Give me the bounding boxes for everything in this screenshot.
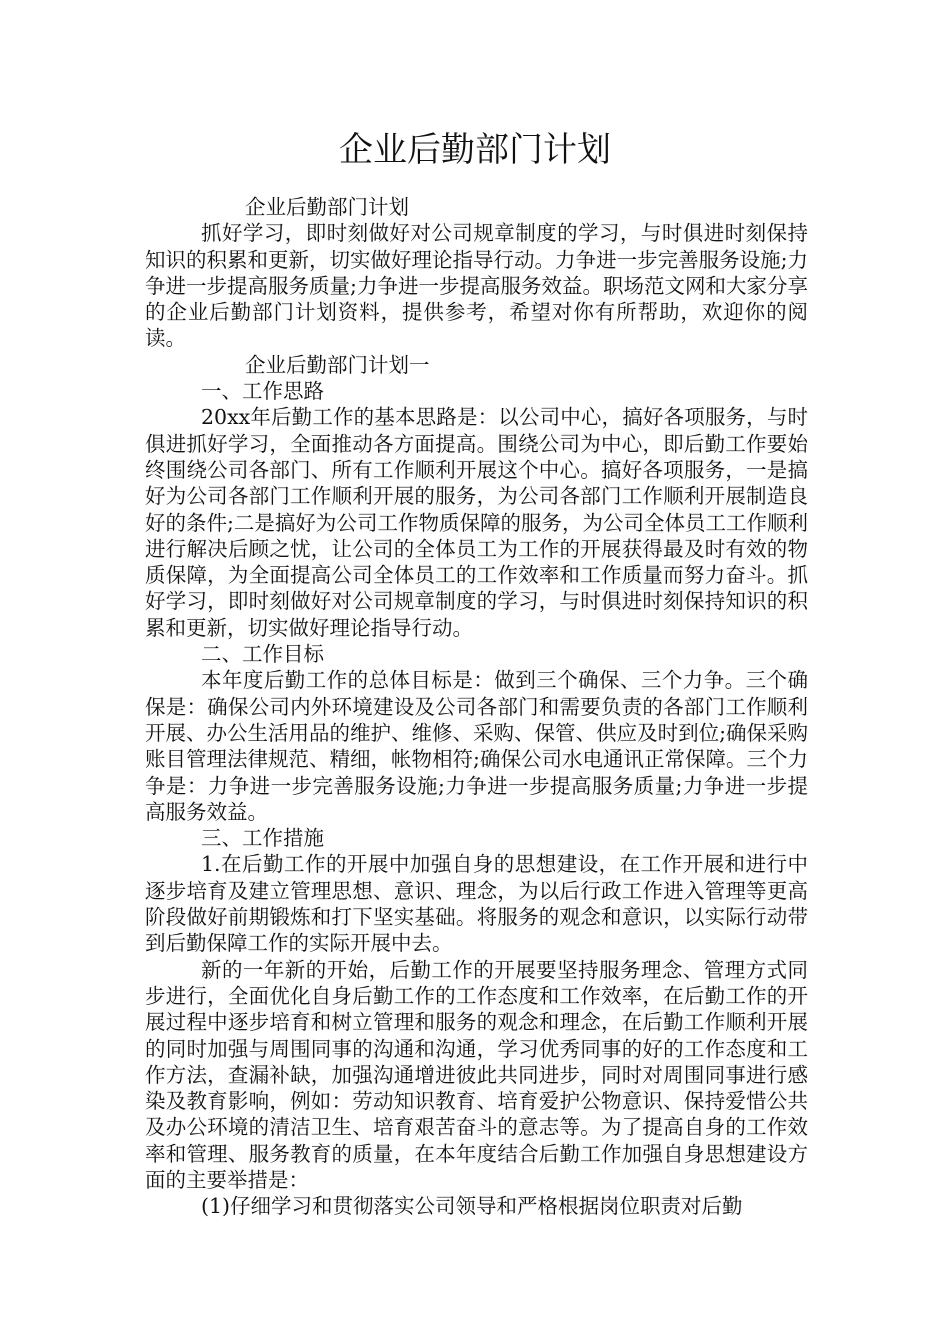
measures-paragraph-2: 新的一年新的开始，后勤工作的开展要坚持服务理念、管理方式同步进行，全面优化自身后勤工作的工作态度和工作效率，在后勤工作的开展过程中逐步培育和树立管理和服务的观念和理念，在后勤工作顺利开展的同时加强与周围同事的沟通和沟通，学习优秀同事的好的工作态度和工作方法，查漏补缺，加强沟通增进彼此共同进步，同时对周围同事进行感染及教育影响，例如：劳动知识教育、培育爱护公物意识、保持爱惜公共及办公环境的清洁卫生、培育艰苦奋斗的意志等。为了提高自身的工作效率和管理、服务教育的质量，在本年度结合后勤工作加强自身思想建设方面的主要举措是： (145, 957, 808, 1192)
measures-item-1: (1)仔细学习和贯彻落实公司领导和严格根据岗位职责对后勤 (201, 1194, 743, 1219)
work-goals-paragraph: 本年度后勤工作的总体目标是：做到三个确保、三个力争。三个确保是：确保公司内外环境建设及公司各部门和需要负责的各部门工作顺利开展、办公生活用品的维护、维修、采购、保管、供应及时到位;确保采购账目管理法律规范、精细，帐物相符;确保公司水电通讯正常保障。三个力争是：力争进一步完善服务设施;力争进一步提高服务质量;力争进一步提高服务效益。 (145, 668, 808, 824)
section-heading-work-measures: 三、工作措施 (201, 826, 324, 851)
document-body (145, 194, 808, 1220)
work-ideas-paragraph: 20xx年后勤工作的基本思路是：以公司中心，搞好各项服务，与时俱进抓好学习，全面推动各方面提高。围绕公司为中心，即后勤工作要始终围绕公司各部门、所有工作顺利开展这个中心。搞好各项服务，一是搞好为公司各部门工作顺利开展的服务，为公司各部门工作顺利开展制造良好的条件;二是搞好为公司工作物质保障的服务，为公司全体员工工作顺利进行解决后顾之忧，让公司的全体员工为工作的开展获得最及时有效的物质保障，为全面提高公司全体员工的工作效率和工作质量而努力奋斗。抓好学习，即时刻做好对公司规章制度的学习，与时俱进时刻保持知识的积累和更新，切实做好理论指导行动。 (145, 405, 808, 640)
section-heading-work-goals: 二、工作目标 (201, 642, 324, 667)
section-heading-work-ideas: 一、工作思路 (201, 379, 324, 404)
intro-heading: 企业后勤部门计划 (245, 195, 409, 219)
measures-paragraph-1: 1.在后勤工作的开展中加强自身的思想建设，在工作开展和进行中逐步培育及建立管理思想、意识、理念，为以后行政工作进入管理等更高阶段做好前期锻炼和打下坚实基础。将服务的观念和意识，以实际行动带到后勤保障工作的实际开展中去。 (145, 852, 808, 956)
intro-paragraph: 抓好学习，即时刻做好对公司规章制度的学习，与时俱进时刻保持知识的积累和更新，切实做好理论指导行动。力争进一步完善服务设施;力争进一步提高服务质量;力争进一步提高服务效益。职场范文网和大家分享的企业后勤部门计划资料，提供参考，希望对你有所帮助，欢迎你的阅读。 (145, 221, 808, 351)
plan-one-heading: 企业后勤部门计划一 (245, 352, 430, 377)
document-title: 企业后勤部门计划 (339, 130, 611, 170)
